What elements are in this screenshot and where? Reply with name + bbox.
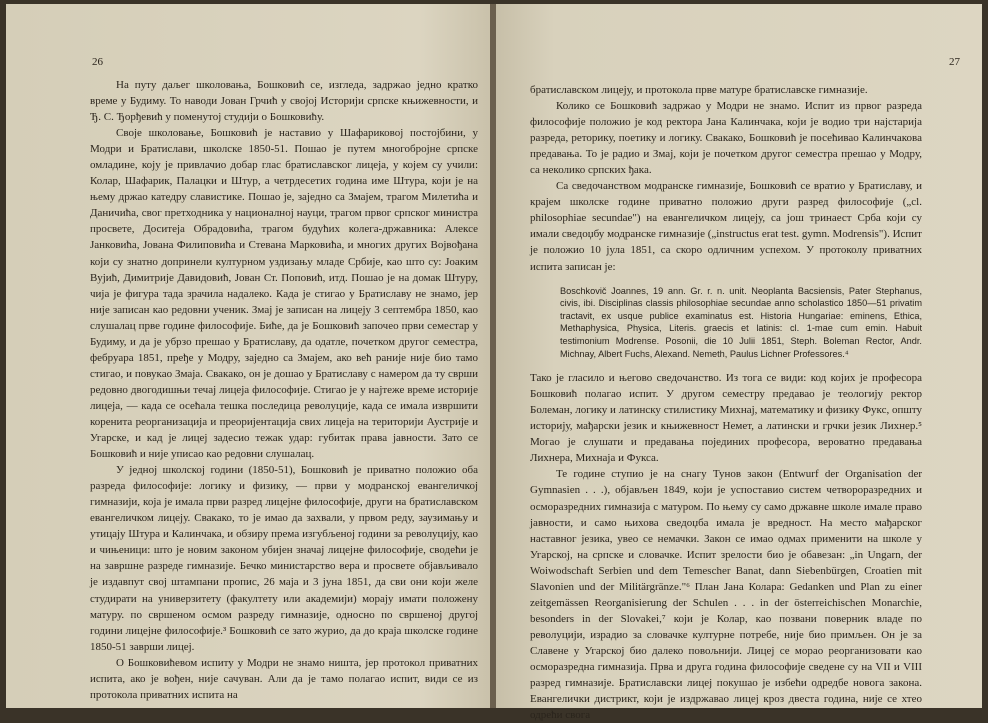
page-number-right: 27 <box>949 56 960 68</box>
paragraph: Колико се Бошковић задржао у Модри не знамо. Испит из првог разреда философије положио је код ректора Јана Калинчака, који је водио три најстарија разреда, реторику, поетику и логику. Свакако, Бошковић је посећивао Калинчакова предавања. То је радио и Змај, који је почетком другог семестра прешао у Модру, са неколико српских ђака. <box>530 100 922 177</box>
book-spread <box>6 4 982 722</box>
paragraph: У једној школској години (1850-51), Бошковић је приватно положио оба разреда философије: логику и физику, — први у модранској евангеличкој гимназији, која је имала први разред лицејне философије, други на братиславском евангеличком лицеју. Свакако, то је имао да захвали, у првом реду, заузимању и утицају Штура и Калинчака, и обзиру према изгубљеној години за револуцију, као и чињеници: што је новим законом убијен значај лицејне философије, сводећи је на завршне разреде гимназије. Бечко министарство вера и просвете објављивало је издавпут свој штампани пропис, 26 маја и 3 јуна 1851, да сви они који желе студирати на универзитету (факултету или академији) морају имати положену матуру. по свршеном осмом разреду гимназије, односно по свршеној другој години лицејне философије.³ Бошковић се зато журио, да до краја школске године 1850-51 заврши лицеј. <box>90 464 478 653</box>
page-number-left: 26 <box>92 56 103 68</box>
paragraph: О Бошковићевом испиту у Модри не знамо ништа, јер протокол приватних испита, ако је вођен, није сачуван. Али да је тамо полагао испит, види се из протокола приватних испита на <box>90 656 478 701</box>
paragraph: Те године ступио је на снагу Тунов закон (Entwurf der Organisation der Gymnasien . . .), објављен 1849, који је успоставио систем четвороразредних и осморазредних гимназија с матуром. По њему су само државне школе имале право јавности, и само њихова сведоџба имала је вредност. На место мађарског наставног језика, увео се немачки. Закон се имао одмах применити на школе у Угарској, на српске и словачке. Испит зрелости био је обавезан: „in Ungarn, der Woiwodschaft Serbien und dem Temescher Banat, dann Siebenbürgen, Croatien mit Slavonien und der Militärgränze."⁶ План Јана Колара: Gedanken und Plan zu einer zeitgemässen Reorganisierung der Schulen . . . in der österreichischen Monarchie, besonders in der Slovakei,⁷ који је Колар, као позвани поверник владе по револуцији, израдио за словачке културне потребе, није био примљен. Он је за Славене у Угарској био далеко повољнији. Лицеј се морао реорганизовати као осморазредна гимназија. Прва и друга година философије сведене су на VII и VIII разред гимназије. Братиславски лицеј покушао је избећи одредбе новога закона. Евангелички дистрикт, који је издржавао лицеј кроз двеста година, није се хтео одрећи свога <box>530 468 922 722</box>
paragraph-continuation: братиславском лицеју, и протокола прве матуре братиславске гимназије. <box>530 84 868 96</box>
latin-quote: Boschkovič Joannes, 19 ann. Gr. r. n. unit. Neoplanta Bacsiensis, Pater Stephanus, civis, ibi. Disciplinas classis philosophiae secundae anno scholastico 1850—51 privatim tractavit, ex usque publice examinatus est. Historia Hungariae: eminens, Ethica, Methaphysica, Physica, Literis. graecis et latinis: cl. 1-mae cum emin. Habuit testimonium Modrense. Posonii, die 10 Julii 1851, Steph. Boleman Rector, Andr. Michnay, Albert Fuchs, Alexand. Nemeth, Paulus Lichner Professores.⁴ <box>560 285 922 359</box>
paragraph: Са сведочанством модранске гимназије, Бошковић се вратио у Братиславу, и крајем школске године приватно положио други разред философије („cl. philosophiae secundae") на евангеличком лицеју, са још тринаест Срба који су имали сведоџбу модранске гимназије („instructus erat test. gymn. Modrensis"). Испит је положио 10 јула 1851, са скоро одличним успехом. У протоколу приватних испита записан је: <box>530 180 922 273</box>
right-page-text <box>530 82 922 723</box>
paragraph: На путу даљег школовања, Бошковић се, изгледа, задржао једно кратко време у Будиму. То наводи Јован Грчић у својој Историји српске књижевности, и Ђ. С. Ђорђевић у поменутој студији о Бошковићу. <box>90 79 478 124</box>
right-page <box>496 4 982 722</box>
left-page-text <box>90 77 478 703</box>
left-page <box>6 4 492 708</box>
paragraph: Своје школовање, Бошковић је наставио у Шафариковој постојбини, у Модри и Братислави, школске 1850-51. Пошао је путем многобројне српске омладине, коју је привлачио добар глас братиславског лицеја, у којем су учили: Колар, Шафарик, Палацки и Штур, а четрдесетих година име Штура, који је на њему држао катедру славистике. Пошао је, заједно са Змајем, трагом Милетића и Даничића, свог претходника у националној науци, трагом првог српског министра просвете, Доситеја Обрадовића, трагом будућих колега-државника: Алексе Јанковића, Јована Филиповића и Стевана Марковића, и многих других Војвођана који су знатно допринели културном уздизању младе Србије, као што су: Јоаким Вујић, Димитрије Давидовић, Јован Ст. Поповић, итд. Пошао је на домак Штуру, чија је фигура тада зрачила надалеко. Када је стигао у Братиславу не знамо, јер није записан као редовни ученик. Змај је записан на лицеју 3 септембра 1850, као слушалац прве године философије. Бићe, да је Бошковић започео први семестар у Будиму, и да је убрзо прешао у Братиславу, да одатле, почетком другог семестра, фебруара 1851, пређе у Модру, заједно са Змајем, ако већ раније није био тамо стигао, и повукао Змаја. Свакако, он је дошао у Братиславу с намером да ту сврши редовно двогодишњи течај лицеја философије. Стигао је у најтеже време историје лицеја, — када се осећала тешка последица револуције, када се имала извршити коренита реорганизација и преоријентација свих лицеја на територији Аустрије и Угарске, и кад је лицеј задесио тежак удар: губитак права јавности. Зато се Бошковић и није уписао као редовни слушалац. <box>90 127 478 461</box>
paragraph: Тако је гласило и његово сведочанство. Из тога се види: код којих је професора Бошковић полагао испит. У другом семестру предавао је теологију ректор Болеман, логику и латинску стилистику Михнај, математику и физику Фукс, општу историју, мађарски језик и књижевност Немет, а латински и грчки језик Лихнер.⁵ Могао је слушати и предавања појединих професора, вероватно предавања Лихнера, Михнаја и Фукса. <box>530 372 922 465</box>
